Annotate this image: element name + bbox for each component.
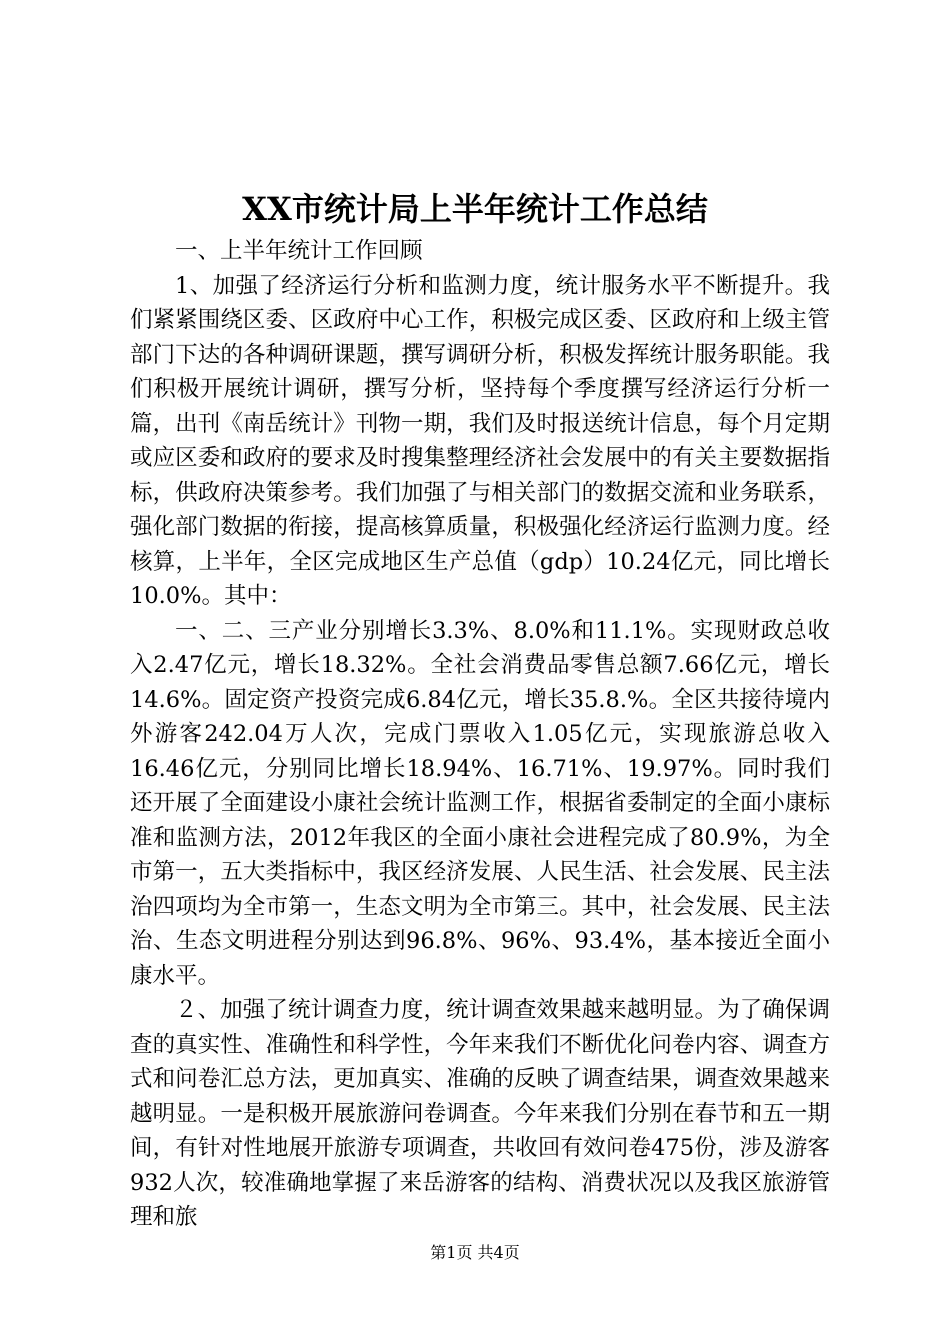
section-heading: 一、上半年统计工作回顾 (175, 238, 423, 264)
paragraph-1: 1、加强了经济运行分析和监测力度，统计服务水平不断提升。我们紧紧围绕区委、区政府中心工作，积极完成区委、区政府和上级主管部门下达的各种调研课题，撰写调研分析，积极发挥统计服务职能。我们积极开展统计调研，撰写分析，坚持每个季度撰写经济运行分析一篇，出刊《南岳统计》刊物一期，我们及时报送统计信息，每个月定期或应区委和政府的要求及时搜集整理经济社会发展中的有关主要数据指标，供政府决策参考。我们加强了与相关部门的数据交流和业务联系，强化部门数据的衔接，提高核算质量，积极强化经济运行监测力度。经核算，上半年，全区完成地区生产总值（gdp）10.24亿元，同比增长10.0%。其中： (130, 272, 830, 609)
document-title: XX市统计局上半年统计工作总结 (242, 190, 708, 228)
page-footer: 第1页 共4页 (430, 1243, 520, 1262)
paragraph-3: ２、加强了统计调查力度，统计调查效果越来越明显。为了确保调查的真实性、准确性和科学性，今年来我们不断优化问卷内容、调查方式和问卷汇总方法，更加真实、准确的反映了调查结果，调查效果越来越明显。一是积极开展旅游问卷调查。今年来我们分别在春节和五一期间，有针对性地展开旅游专项调查，共收回有效问卷475份，涉及游客932人次，较准确地掌握了来岳游客的结构、消费状况以及我区旅游管理和旅 (130, 997, 830, 1230)
document-body (130, 234, 830, 1235)
paragraph-2: 一、二、三产业分别增长3.3%、8.0%和11.1%。实现财政总收入2.47亿元，增长18.32%。全社会消费品零售总额7.66亿元，增长14.6%。固定资产投资完成6.84亿元，增长35.8.%。全区共接待境内外游客242.04万人次，完成门票收入1.05亿元，实现旅游总收入16.46亿元，分别同比增长18.94%、16.71%、19.97%。同时我们还开展了全面建设小康社会统计监测工作，根据省委制定的全面小康标准和监测方法，2012年我区的全面小康社会进程完成了80.9%，为全市第一，五大类指标中，我区经济发展、人民生活、社会发展、民主法治四项均为全市第一，生态文明为全市第三。其中，社会发展、民主法治、生态文明进程分别达到96.8%、96%、93.4%，基本接近全面小康水平。 (130, 617, 830, 989)
